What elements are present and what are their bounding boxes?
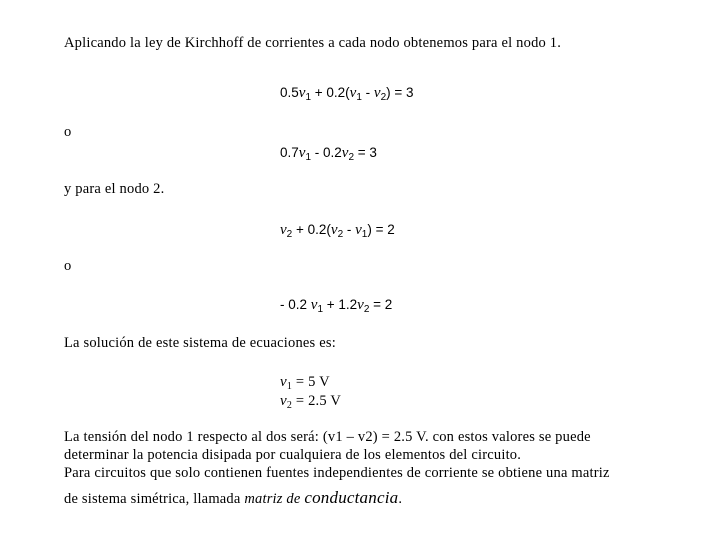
- paragraph-line: determinar la potencia disipada por cualquiera de los elementos del circuito.: [64, 447, 522, 463]
- term-conductancia: conductancia: [304, 488, 399, 507]
- intro-text: Aplicando la ley de Kirchhoff de corrientes a cada nodo obtenemos para el nodo 1.: [64, 35, 562, 51]
- solution-v2: $v_2 = 2.5$ V: [280, 393, 342, 411]
- equation-node2: $v_2 + 0.2(v_2 - v_1) = 2$: [280, 222, 395, 240]
- equation-node1-simplified: $0.7v_1 - 0.2v_2 = 3$: [280, 145, 377, 163]
- paragraph-line: La tensión del nodo 1 respecto al dos será: (v1 – v2) = 2.5 V. con estos valores se puede: [64, 429, 591, 445]
- paragraph-line: Para circuitos que solo contienen fuentes independientes de corriente se obtiene una matriz: [64, 465, 610, 481]
- term-matriz-de: matriz de: [244, 491, 305, 507]
- solution-v1: $v_1 = 5$ V: [280, 374, 330, 392]
- equation-node1: $0.5v_1 + 0.2(v_1 - v_2) = 3$: [280, 85, 414, 103]
- voltage-difference: v1 – v2: [327, 429, 373, 445]
- solution-intro-text: La solución de este sistema de ecuaciones es:: [64, 335, 336, 351]
- paragraph-line: de sistema simétrica, llamada matriz de conductancia.: [64, 488, 403, 507]
- node2-text: y para el nodo 2.: [64, 181, 165, 197]
- equation-node2-simplified: - 0.2 $v_1 + 1.2v_2 = 2$: [280, 297, 393, 315]
- or-text: o: [64, 258, 72, 274]
- or-text: o: [64, 124, 72, 140]
